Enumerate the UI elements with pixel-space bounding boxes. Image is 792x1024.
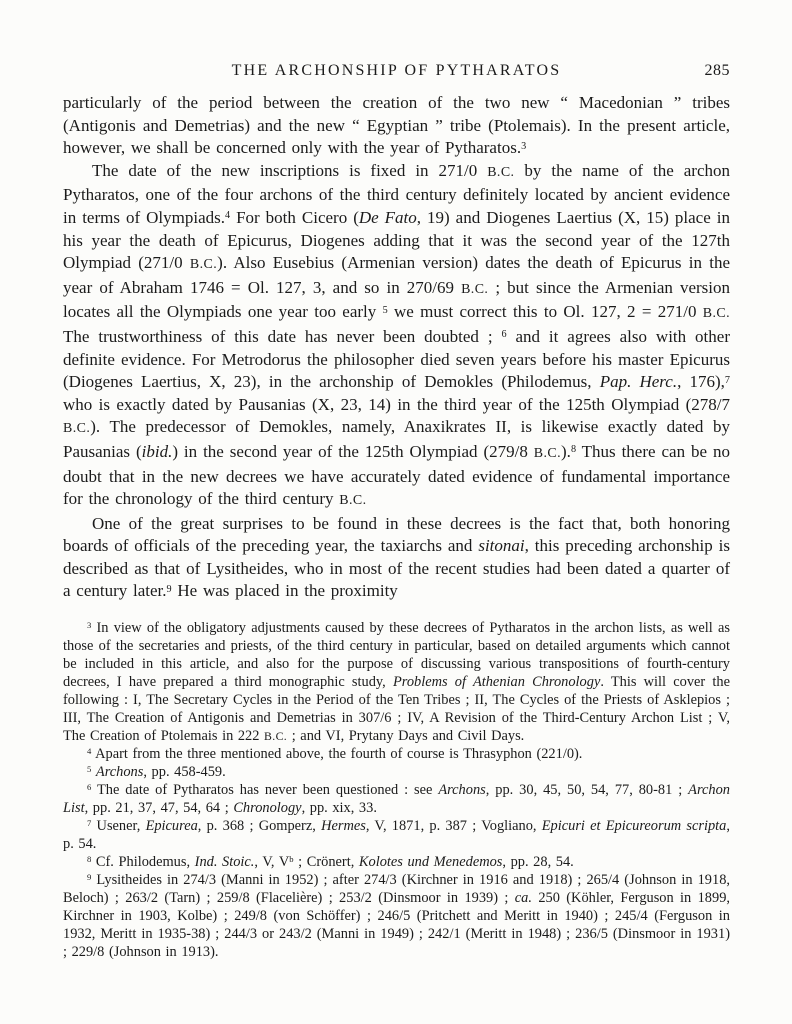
page-number: 285 <box>704 62 730 79</box>
footnote-marker: 3 <box>521 140 527 152</box>
text-run: The date of Pytharatos has never been questioned : see <box>91 782 439 799</box>
text-run: , pp. 21, 37, 47, 54, 64 ; <box>84 800 234 817</box>
footnote <box>63 763 730 781</box>
text-run: who is exactly dated by Pausanias (X, 23, 14) in the third year of the 125th Olympiad (278/7 <box>63 394 730 414</box>
text-run: particularly of the period between the creation of the two new “ Macedonian ” tribes (Antigonis and Demetrias) and the new “ Egyptian ” tribe (Ptolemais). In the present article, however, we shall be concerned only with the year of Pytharatos. <box>63 93 730 158</box>
text-run: The date of the new inscriptions is fixed in 271/0 <box>92 160 488 180</box>
page-header <box>63 62 730 79</box>
text-run: De Fato <box>358 207 417 227</box>
text-run: . This will cover the following : I, The Secretary Cycles in the Period of the Ten Tribes ; II, The Cycles of the Priests of Asklepios ; III, The Creation of Antigonis and Demetrias in 307/6 ; IV, A Revision of the Third-Century Archon List ; V, The Creation of Ptolemais in 222 <box>63 674 730 745</box>
footnote <box>63 619 730 745</box>
text-run: ; and VI, Prytany Days and Civil Days. <box>287 728 525 745</box>
text-run: , this preceding archonship is described as that of Lysitheides, who in most of the recent studies had been dated a quarter of a century later. <box>63 536 730 601</box>
text-run: Archon List <box>63 782 730 817</box>
footnote <box>63 817 730 853</box>
text-run: ; but since the Armenian version locates all the Olympiads one year too early <box>63 277 730 322</box>
text-run: Ind. Stoic. <box>194 854 255 871</box>
text-run: , V, 1871, p. 387 ; Vogliano, <box>365 818 542 835</box>
text-run: B.C. <box>63 421 91 437</box>
footnote <box>63 781 730 817</box>
text-run: ibid. <box>141 441 173 461</box>
text-run: , p. 368 ; Gomperz, <box>197 818 322 835</box>
page-title: THE ARCHONSHIP OF PYTHARATOS <box>231 62 562 79</box>
footnote-marker: 8 <box>87 854 92 865</box>
text-run: Archons <box>95 764 144 781</box>
text-run: The trustworthiness of this date has never been doubted ; <box>63 326 502 346</box>
text-run: we must correct this to Ol. 127, 2 = 271/0 <box>387 302 703 322</box>
body-paragraph <box>63 160 730 513</box>
body-text <box>63 92 730 603</box>
footnote-marker: 7 <box>87 818 92 829</box>
footnote-marker: 7 <box>724 374 731 386</box>
footnote-marker: 5 <box>87 764 92 775</box>
text-run: ). Also Eusebius (Armenian version) dates the death of Epicurus in the year of Abraham 1746 = Ol. 127, 3, and so in 270/69 <box>63 253 730 297</box>
footnote-marker: 4 <box>224 210 231 222</box>
text-run: , pp. 458-459. <box>143 764 226 781</box>
text-run: Hermes <box>321 818 366 835</box>
footnote <box>63 745 730 763</box>
text-run: Pap. Herc. <box>599 372 678 392</box>
footnote-marker: 5 <box>382 304 388 316</box>
body-paragraph <box>63 513 730 603</box>
text-run: B.C. <box>189 257 218 273</box>
footnote-marker: 3 <box>87 620 92 631</box>
text-run: Cf. Philodemus, <box>91 854 195 871</box>
footnote-marker: 4 <box>87 746 92 757</box>
text-run: ca. <box>514 890 532 907</box>
footnotes-section <box>63 619 730 961</box>
text-run: B.C. <box>264 729 288 744</box>
footnote <box>63 871 730 961</box>
text-run: One of the great surprises to be found in these decrees is the fact that, both honoring boards of officials of the preceding year, the taxiarchs and <box>63 513 730 556</box>
text-run: Apart from the three mentioned above, the fourth of course is Thrasyphon (221/0). <box>91 746 583 763</box>
text-run: , p. 54. <box>63 818 730 853</box>
text-run: Epicurea <box>145 818 198 835</box>
footnote-marker: 6 <box>87 782 92 793</box>
text-run: 250 (Köhler, Ferguson in 1899, Kirchner in 1903, Kolbe) ; 249/8 (von Schöffer) ; 246/5 (Pritchett and Meritt in 1940) ; 245/4 (Ferguson in 1932, Meritt in 1935-38) ; 244/3 or 243/2 (Manni in 1949) ; 242/1 (Meritt in 1948) ; 236/5 (Dinsmoor in 1931) ; 229/8 (Johnson in 1913). <box>63 890 730 961</box>
text-run: B.C. <box>461 281 489 297</box>
text-run: Archons <box>438 782 486 799</box>
text-run: For both Cicero ( <box>230 207 359 227</box>
text-run: B.C. <box>533 445 562 461</box>
text-run: B.C. <box>702 306 730 322</box>
text-run: Chronology <box>233 800 302 817</box>
footnote-marker: 8 <box>570 444 577 456</box>
text-run: , pp. 28, 54. <box>502 854 574 871</box>
text-run: sitonai <box>478 536 525 556</box>
text-run: ) in the second year of the 125th Olympiad (279/8 <box>172 441 534 461</box>
footnote-marker: b <box>289 854 294 865</box>
text-run: , V, V <box>254 854 290 871</box>
text-run: B.C. <box>339 493 367 509</box>
footnote <box>63 853 730 871</box>
text-run: B.C. <box>487 164 515 180</box>
footnote-marker: 6 <box>501 329 507 341</box>
footnote-marker: 9 <box>87 872 92 883</box>
text-run: In view of the obligatory adjustments caused by these decrees of Pytharatos in the archon lists, as well as those of the secretaries and priests, of the third century in particular, based on detailed arguments which cannot be included in this article, and also for the purpose of discussing various transpositions of fourth-century decrees, I have prepared a third monographic study, <box>63 620 730 691</box>
text-run: and it agrees also with other definite evidence. For Metrodorus the philosopher died seven years before his master Epicurus (Diogenes Laertius, X, 23), in the archonship of Demokles (Philodemus, <box>63 326 730 392</box>
text-run: ). <box>561 441 571 461</box>
text-run: Problems of Athenian Chronology <box>392 674 601 691</box>
text-run: , 19) and Diogenes Laertius (X, 15) place in his year the death of Epicurus, Diogenes adding that it was the second year of the 127th Olympiad (271/0 <box>63 207 730 273</box>
text-run: , 176), <box>677 372 725 392</box>
text-run: , pp. xix, 33. <box>301 800 377 817</box>
text-run: Lysitheides in 274/3 (Manni in 1952) ; after 274/3 (Kirchner in 1916 and 1918) ; 265/4 (Johnson in 1918, Beloch) ; 263/2 (Tarn) ; 259/8 (Flacelière) ; 253/2 (Dinsmoor in 1939) ; <box>63 872 730 907</box>
body-paragraph <box>63 92 730 160</box>
footnote-marker: 9 <box>166 583 172 595</box>
text-run: Thus there can be no doubt that in the new decrees we have accurately dated evidence of fundamental importance for the chronology of the third century <box>63 441 730 509</box>
text-run: He was placed in the proximity <box>171 581 398 601</box>
text-run: Epicuri et Epicureorum scripta <box>541 818 727 835</box>
text-run: Kolotes und Menedemos <box>358 854 503 871</box>
text-run: ). The predecessor of Demokles, namely, Anaxikrates II, is likewise exactly dated by Pausanias ( <box>63 417 730 461</box>
text-run: ; Crönert, <box>293 854 359 871</box>
text-run: Usener, <box>91 818 146 835</box>
text-run: , pp. 30, 45, 50, 54, 77, 80-81 ; <box>485 782 689 799</box>
text-run: by the name of the archon Pytharatos, one of the four archons of the third century definitely located by ancient evidence in terms of Olympiads. <box>63 160 730 227</box>
